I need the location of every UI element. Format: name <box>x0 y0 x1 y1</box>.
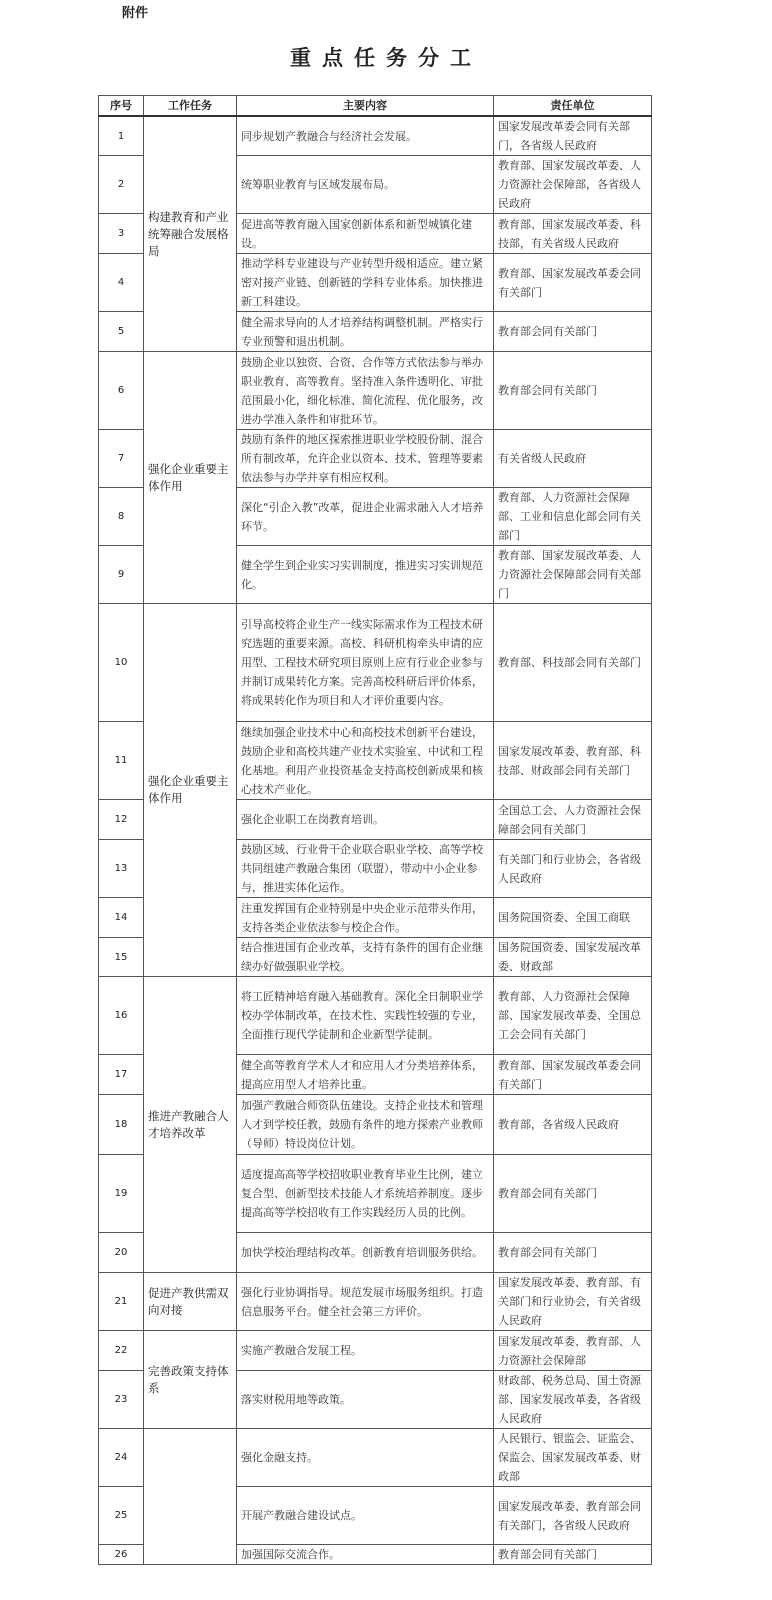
row-content: 加快学校治理结构改革。创新教育培训服务供给。 <box>237 1233 494 1273</box>
table-row <box>99 1331 652 1371</box>
attachment-label: 附件 <box>122 6 149 21</box>
row-content: 适度提高高等学校招收职业教育毕业生比例，建立复合型、创新型技术技能人才系统培养制度。逐步提高高等学校招收有工作实践经历人员的比例。 <box>237 1155 494 1233</box>
row-unit: 国家发展改革委会同有关部门，各省级人民政府 <box>494 116 652 156</box>
row-number: 1 <box>99 116 144 156</box>
row-unit: 教育部会同有关部门 <box>494 352 652 430</box>
row-content: 继续加强企业技术中心和高校技术创新平台建设，鼓励企业和高校共建产业技术实验室、中试和工程化基地。利用产业投资基金支持高校创新成果和核心技术产业化。 <box>237 722 494 800</box>
row-number: 16 <box>99 977 144 1055</box>
row-unit: 教育部、科技部会同有关部门 <box>494 604 652 722</box>
row-unit: 教育部会同有关部门 <box>494 1155 652 1233</box>
row-unit: 教育部会同有关部门 <box>494 1545 652 1565</box>
row-number: 9 <box>99 546 144 604</box>
row-content: 鼓励区域、行业骨干企业联合职业学校、高等学校共同组建产教融合集团（联盟），带动中小企业参与，推进实体化运作。 <box>237 840 494 898</box>
row-unit: 财政部、税务总局、国土资源部、国家发展改革委，各省级人民政府 <box>494 1371 652 1429</box>
row-number: 13 <box>99 840 144 898</box>
row-unit: 有关部门和行业协会，各省级人民政府 <box>494 840 652 898</box>
row-number: 23 <box>99 1371 144 1429</box>
row-number: 21 <box>99 1273 144 1331</box>
row-number: 6 <box>99 352 144 430</box>
row-content: 促进高等教育融入国家创新体系和新型城镇化建设。 <box>237 214 494 254</box>
row-number: 10 <box>99 604 144 722</box>
row-unit: 教育部、人力资源社会保障部、工业和信息化部会同有关部门 <box>494 488 652 546</box>
row-unit: 教育部、人力资源社会保障部、国家发展改革委、全国总工会会同有关部门 <box>494 977 652 1055</box>
row-number: 19 <box>99 1155 144 1233</box>
row-number: 26 <box>99 1545 144 1565</box>
row-number: 2 <box>99 156 144 214</box>
row-number: 25 <box>99 1487 144 1545</box>
header-content: 主要内容 <box>237 96 494 117</box>
row-number: 18 <box>99 1095 144 1155</box>
row-unit: 教育部、国家发展改革委、人力资源社会保障部会同有关部门 <box>494 546 652 604</box>
row-content: 健全高等教育学术人才和应用人才分类培养体系，提高应用型人才培养比重。 <box>237 1055 494 1095</box>
table-row <box>99 977 652 1055</box>
row-content: 将工匠精神培育融入基础教育。深化全日制职业学校办学体制改革，在技术性、实践性较强的专业，全面推行现代学徒制和企业新型学徒制。 <box>237 977 494 1055</box>
row-unit: 国家发展改革委、教育部会同有关部门，各省级人民政府 <box>494 1487 652 1545</box>
row-content: 开展产教融合建设试点。 <box>237 1487 494 1545</box>
row-unit: 国务院国资委、全国工商联 <box>494 898 652 938</box>
task-category: 强化企业重要主体作用 <box>144 352 237 604</box>
row-unit: 教育部、国家发展改革委、人力资源社会保障部，各省级人民政府 <box>494 156 652 214</box>
row-number: 8 <box>99 488 144 546</box>
table-header-row <box>99 96 652 117</box>
table-row <box>99 604 652 722</box>
row-number: 17 <box>99 1055 144 1095</box>
row-content: 推动学科专业建设与产业转型升级相适应。建立紧密对接产业链、创新链的学科专业体系。加快推进新工科建设。 <box>237 254 494 312</box>
row-unit: 人民银行、银监会、证监会、保监会、国家发展改革委、财政部 <box>494 1429 652 1487</box>
row-number: 22 <box>99 1331 144 1371</box>
row-unit: 国家发展改革委、教育部、科技部、财政部会同有关部门 <box>494 722 652 800</box>
row-unit: 教育部、国家发展改革委会同有关部门 <box>494 1055 652 1095</box>
row-unit: 教育部，各省级人民政府 <box>494 1095 652 1155</box>
row-content: 落实财税用地等政策。 <box>237 1371 494 1429</box>
row-content: 强化金融支持。 <box>237 1429 494 1487</box>
row-content: 结合推进国有企业改革，支持有条件的国有企业继续办好做强职业学校。 <box>237 938 494 977</box>
row-content: 强化企业职工在岗教育培训。 <box>237 800 494 840</box>
task-category: 推进产教融合人才培养改革 <box>144 977 237 1273</box>
table-row <box>99 1273 652 1331</box>
task-category: 强化企业重要主体作用 <box>144 604 237 977</box>
row-content: 注重发挥国有企业特别是中央企业示范带头作用，支持各类企业依法参与校企合作。 <box>237 898 494 938</box>
row-content: 统筹职业教育与区域发展布局。 <box>237 156 494 214</box>
row-content: 健全需求导向的人才培养结构调整机制。严格实行专业预警和退出机制。 <box>237 312 494 352</box>
header-task: 工作任务 <box>144 96 237 117</box>
row-number: 11 <box>99 722 144 800</box>
row-unit: 国务院国资委、国家发展改革委、财政部 <box>494 938 652 977</box>
row-content: 健全学生到企业实习实训制度，推进实习实训规范化。 <box>237 546 494 604</box>
row-unit: 教育部、国家发展改革委会同有关部门 <box>494 254 652 312</box>
task-division-table <box>98 95 652 1565</box>
row-number: 24 <box>99 1429 144 1487</box>
row-number: 12 <box>99 800 144 840</box>
page-title: 重点任务分工 <box>290 46 482 70</box>
task-category-empty <box>144 1429 237 1565</box>
row-number: 4 <box>99 254 144 312</box>
table-row <box>99 352 652 430</box>
table-row <box>99 116 652 156</box>
row-unit: 国家发展改革委、教育部、人力资源社会保障部 <box>494 1331 652 1371</box>
header-no: 序号 <box>99 96 144 117</box>
row-content: 加强产教融合师资队伍建设。支持企业技术和管理人才到学校任教，鼓励有条件的地方探索产业教师（导师）特设岗位计划。 <box>237 1095 494 1155</box>
row-unit: 教育部会同有关部门 <box>494 312 652 352</box>
header-unit: 责任单位 <box>494 96 652 117</box>
row-unit: 全国总工会、人力资源社会保障部会同有关部门 <box>494 800 652 840</box>
row-number: 3 <box>99 214 144 254</box>
row-content: 加强国际交流合作。 <box>237 1545 494 1565</box>
row-number: 15 <box>99 938 144 977</box>
row-content: 深化“引企入教”改革，促进企业需求融入人才培养环节。 <box>237 488 494 546</box>
row-number: 20 <box>99 1233 144 1273</box>
row-number: 5 <box>99 312 144 352</box>
row-unit: 国家发展改革委、教育部、有关部门和行业协会，有关省级人民政府 <box>494 1273 652 1331</box>
row-unit: 教育部会同有关部门 <box>494 1233 652 1273</box>
row-number: 7 <box>99 430 144 488</box>
row-content: 实施产教融合发展工程。 <box>237 1331 494 1371</box>
row-content: 鼓励有条件的地区探索推进职业学校股份制、混合所有制改革，允许企业以资本、技术、管理等要素依法参与办学并享有相应权利。 <box>237 430 494 488</box>
row-content: 同步规划产教融合与经济社会发展。 <box>237 116 494 156</box>
row-number: 14 <box>99 898 144 938</box>
row-unit: 教育部、国家发展改革委、科技部，有关省级人民政府 <box>494 214 652 254</box>
row-content: 鼓励企业以独资、合资、合作等方式依法参与举办职业教育、高等教育。坚持准入条件透明化、审批范围最小化，细化标准、简化流程、优化服务，改进办学准入条件和审批环节。 <box>237 352 494 430</box>
row-content: 引导高校将企业生产一线实际需求作为工程技术研究选题的重要来源。高校、科研机构牵头申请的应用型、工程技术研究项目原则上应有行业企业参与并制订成果转化方案。完善高校科研后评价体系，将成果转化作为项目和人才评价重要内容。 <box>237 604 494 722</box>
task-category: 促进产教供需双向对接 <box>144 1273 237 1331</box>
table-row <box>99 1429 652 1487</box>
task-category: 构建教育和产业统筹融合发展格局 <box>144 116 237 352</box>
row-content: 强化行业协调指导。规范发展市场服务组织。打造信息服务平台。健全社会第三方评价。 <box>237 1273 494 1331</box>
row-unit: 有关省级人民政府 <box>494 430 652 488</box>
task-category: 完善政策支持体系 <box>144 1331 237 1429</box>
